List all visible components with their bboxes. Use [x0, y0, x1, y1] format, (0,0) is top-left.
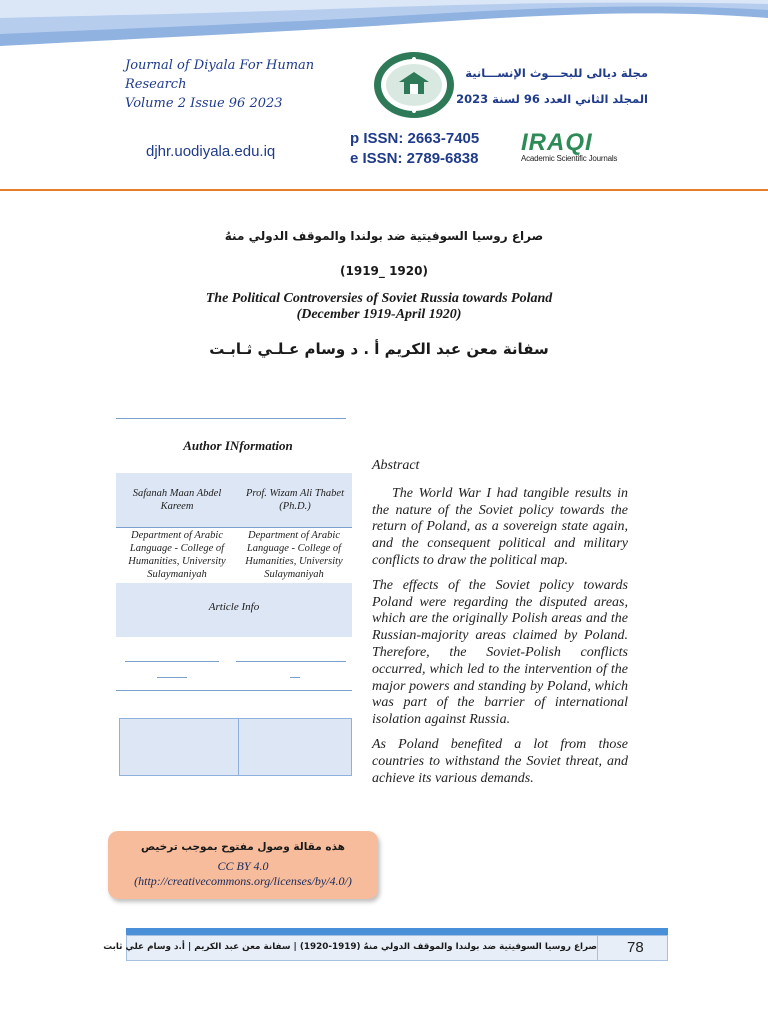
footer-running-title: صراع روسيا السوفيتية ضد بولندا والموقف الدولي منهُ (1919-1920) | سفانة معن عبد الكريم | أ.د وسام علي ثابت — [103, 942, 597, 952]
journal-volume-issue: Volume 2 Issue 96 2023 — [125, 96, 283, 111]
table-rule — [157, 677, 187, 678]
author-2-affiliation: Department of Arabic Language - College of Humanities, University Sulaymaniyah — [245, 530, 343, 580]
journal-name-arabic-line: مجلة ديالى للبحـــوث الإنســـانية — [465, 66, 648, 80]
article-title-english-line: The Political Controversies of Soviet Russia towards Poland — [205, 291, 553, 306]
info-box-right — [238, 718, 352, 776]
iraqi-logo-subtitle: Academic Scientific Journals — [521, 154, 618, 163]
iraqi-journals-logo — [521, 129, 631, 163]
author-1-affiliation: Department of Arabic Language - College of Humanities, University Sulaymaniyah — [128, 530, 226, 580]
print-issn: p ISSN: 2663-7405 — [350, 130, 480, 147]
table-rule — [236, 661, 346, 662]
table-rule — [125, 661, 219, 662]
license-statement-arabic: هذه مقالة وصول مفتوح بموجب ترخيص — [141, 841, 345, 853]
header-divider — [0, 189, 768, 191]
author-1-name: Safanah Maan Abdel Kareem — [132, 488, 222, 512]
article-years-arabic: (1919_ 1920) — [340, 264, 428, 278]
journal-name-arabic — [456, 60, 648, 112]
article-title-arabic: صراع روسيا السوفيتية ضد بولندا والموقف الدولي منهُ — [224, 229, 544, 243]
authors-arabic: سفانة معن عبد الكريم أ . د وسام عـلـي ثـابـت — [209, 340, 549, 358]
author-information-heading: Author INformation — [183, 438, 293, 453]
table-rule — [290, 677, 300, 678]
electronic-issn: e ISSN: 2789-6838 — [350, 150, 479, 167]
article-info-label: Article Info — [208, 601, 260, 613]
license-type: CC BY 4.0 — [217, 859, 269, 873]
abstract-paragraph: The effects of the Soviet policy towards Poland were regarding the disputed areas, which are the originally Polish areas and the Russian-majority areas claimed by Poland. Therefore, the Soviet-Polish conflicts occurred, which led to the intervention of the major powers and standing by Poland, which was part of the barrier of international isolation against Russia. — [372, 577, 628, 728]
abstract-heading: Abstract — [372, 458, 420, 473]
article-date-range: (December 1919-April 1920) — [296, 307, 462, 322]
journal-volume-arabic: المجلد الثاني العدد 96 لسنة 2023 — [456, 92, 648, 106]
info-box-left — [119, 718, 239, 776]
page-footer — [103, 935, 668, 961]
table-rule — [116, 690, 352, 691]
open-access-license-box — [108, 831, 378, 899]
page-number: 78 — [627, 939, 644, 956]
iraqi-logo-word: IRAQI — [521, 129, 593, 156]
license-url-link[interactable]: (http://creativecommons.org/licenses/by/4.0/) — [134, 874, 352, 888]
abstract-paragraph: As Poland benefited a lot from those countries to withstand the Soviet threat, and achieve its various demands. — [372, 736, 628, 786]
abstract-section — [372, 458, 628, 795]
footer-divider — [597, 936, 598, 960]
footer-accent-bar — [126, 928, 668, 935]
info-table-top-rule — [116, 418, 346, 419]
journal-website-link[interactable]: djhr.uodiyala.edu.iq — [146, 143, 276, 160]
abstract-paragraph: The World War I had tangible results in the nature of the Soviet policy towards the return of Poland, as a sovereign state again, and the consequent political and military conflicts to draw the political map. — [372, 485, 628, 568]
article-title-english — [0, 291, 758, 323]
table-rule — [116, 527, 352, 528]
journal-name-english — [125, 56, 355, 113]
issn-block — [350, 129, 479, 169]
university-seal-icon — [372, 50, 456, 120]
journal-name-line: Research — [125, 77, 187, 92]
author-2-name: Prof. Wizam Ali Thabet (Ph.D.) — [245, 488, 344, 512]
journal-name-line: Journal of Diyala For Human — [125, 58, 315, 73]
